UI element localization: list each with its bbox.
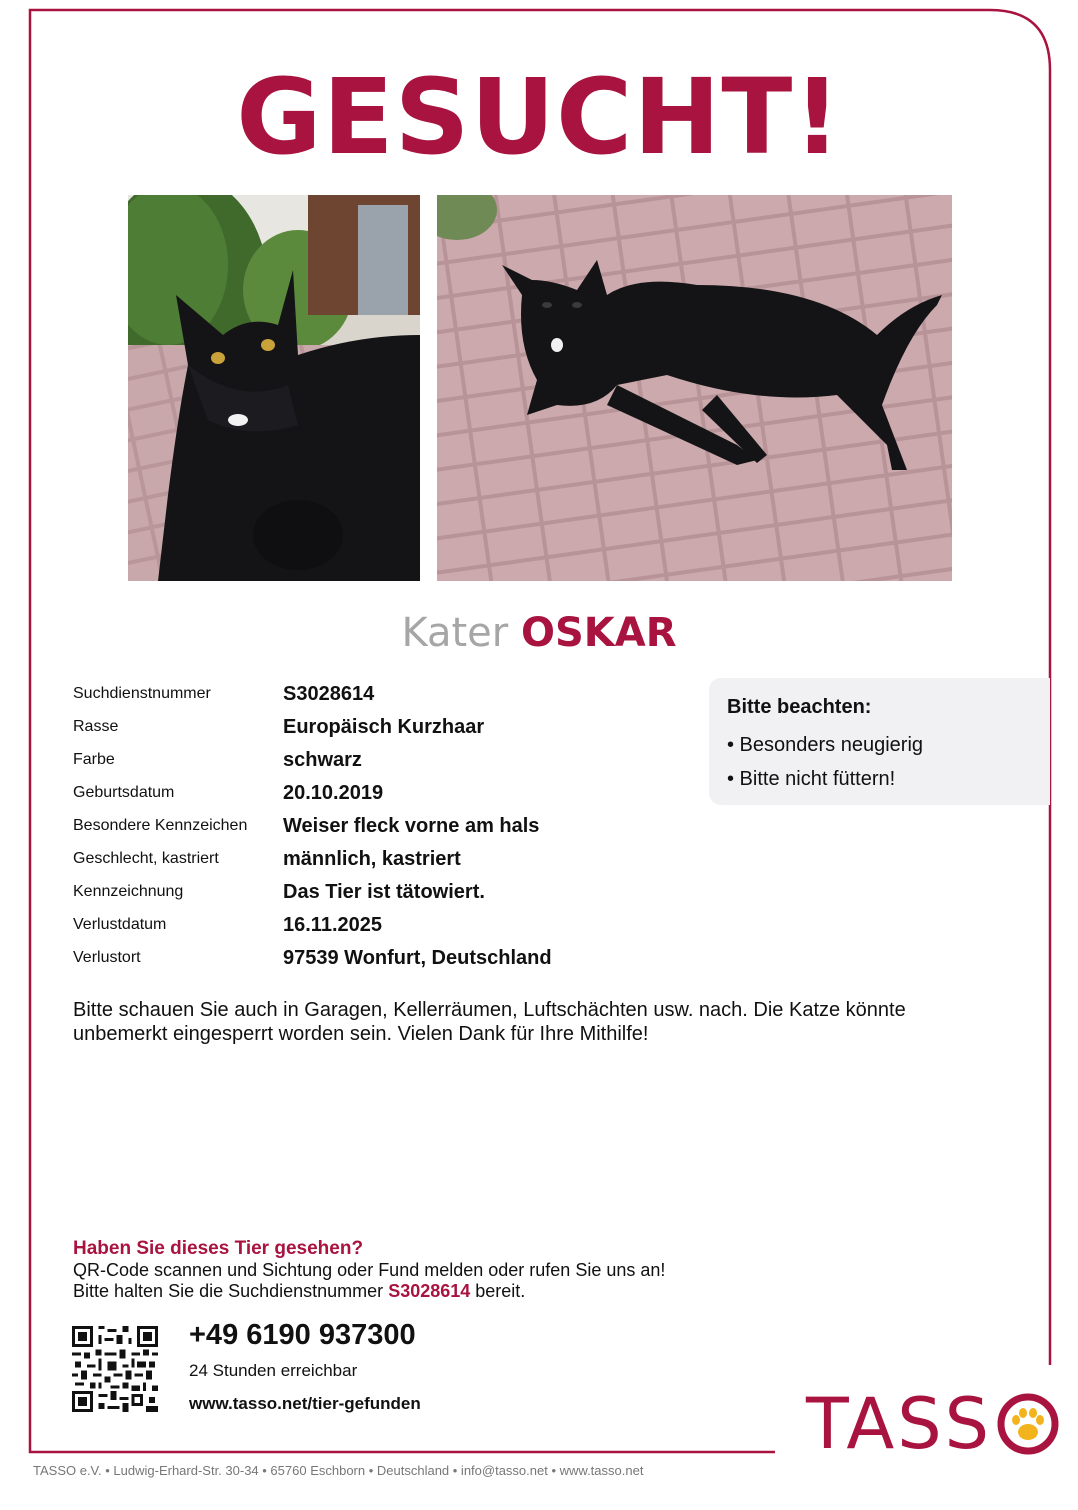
pet-name-heading	[0, 608, 1078, 658]
detail-label: Suchdienstnummer	[73, 685, 211, 702]
detail-label: Verlustdatum	[73, 916, 167, 933]
sighting-heading: Haben Sie dieses Tier gesehen?	[73, 1238, 364, 1259]
sighting-line: QR-Code scannen und Sichtung oder Fund melden oder rufen Sie uns an!	[73, 1260, 666, 1280]
detail-row	[73, 749, 693, 782]
detail-row	[73, 947, 693, 980]
sighting-instructions	[73, 1238, 833, 1302]
detail-value: S3028614	[283, 683, 375, 705]
pet-species-label: Kater	[401, 610, 509, 656]
appeal-line: Bitte schauen Sie auch in Garagen, Kellerräumen, Luftschächten usw. nach. Die Katze könnte	[73, 999, 906, 1021]
detail-row	[73, 782, 693, 815]
detail-value: Das Tier ist tätowiert.	[283, 881, 485, 903]
tasso-logo	[806, 1384, 1062, 1464]
logo-text: TASS	[806, 1383, 993, 1465]
paw-icon	[994, 1390, 1062, 1458]
detail-label: Farbe	[73, 751, 115, 768]
detail-value: Europäisch Kurzhaar	[283, 716, 485, 738]
notice-item: • Besonders neugierig	[727, 734, 924, 756]
detail-label: Geschlecht, kastriert	[73, 850, 219, 867]
detail-row	[73, 815, 693, 848]
footer-address: TASSO e.V. • Ludwig-Erhard-Str. 30-34 • 65760 Eschborn • Deutschland • info@tasso.net • www.tasso.net	[33, 1463, 644, 1478]
notice-item: • Bitte nicht füttern!	[727, 768, 896, 790]
sighting-text: bereit.	[470, 1281, 526, 1301]
detail-label: Geburtsdatum	[73, 784, 175, 801]
search-service-number: S3028614	[388, 1281, 471, 1301]
detail-label: Besondere Kennzeichen	[73, 817, 248, 834]
detail-label: Rasse	[73, 718, 119, 735]
pet-name: OSKAR	[520, 610, 677, 656]
pet-details-table	[73, 683, 693, 980]
detail-row	[73, 881, 693, 914]
detail-value: Weiser fleck vorne am hals	[283, 815, 540, 837]
notice-box	[709, 678, 1050, 805]
appeal-line: unbemerkt eingesperrt worden sein. Vielen Dank für Ihre Mithilfe!	[73, 1023, 649, 1045]
cat-photo-lying	[437, 195, 952, 581]
cat-photo-closeup	[128, 195, 420, 581]
detail-value: 16.11.2025	[283, 914, 382, 936]
contact-info	[189, 1316, 589, 1415]
detail-row	[73, 848, 693, 881]
detail-value: schwarz	[283, 749, 362, 771]
sighting-text: Bitte halten Sie die Suchdienstnummer	[73, 1281, 389, 1301]
detail-label: Verlustort	[73, 949, 141, 966]
phone-number[interactable]: +49 6190 937300	[189, 1319, 416, 1351]
sighting-line	[73, 1281, 833, 1302]
appeal-text	[73, 998, 973, 1046]
availability-text: 24 Stunden erreichbar	[189, 1361, 358, 1380]
notice-title: Bitte beachten:	[727, 696, 872, 718]
detail-row	[73, 716, 693, 749]
detail-label: Kennzeichnung	[73, 883, 184, 900]
detail-row	[73, 683, 693, 716]
page-title: GESUCHT!	[236, 56, 842, 178]
detail-value: männlich, kastriert	[283, 848, 461, 870]
detail-row	[73, 914, 693, 947]
detail-value: 97539 Wonfurt, Deutschland	[283, 947, 552, 969]
found-pet-link[interactable]: www.tasso.net/tier-gefunden	[189, 1394, 421, 1413]
qr-code[interactable]	[72, 1326, 158, 1412]
detail-value: 20.10.2019	[283, 782, 384, 804]
